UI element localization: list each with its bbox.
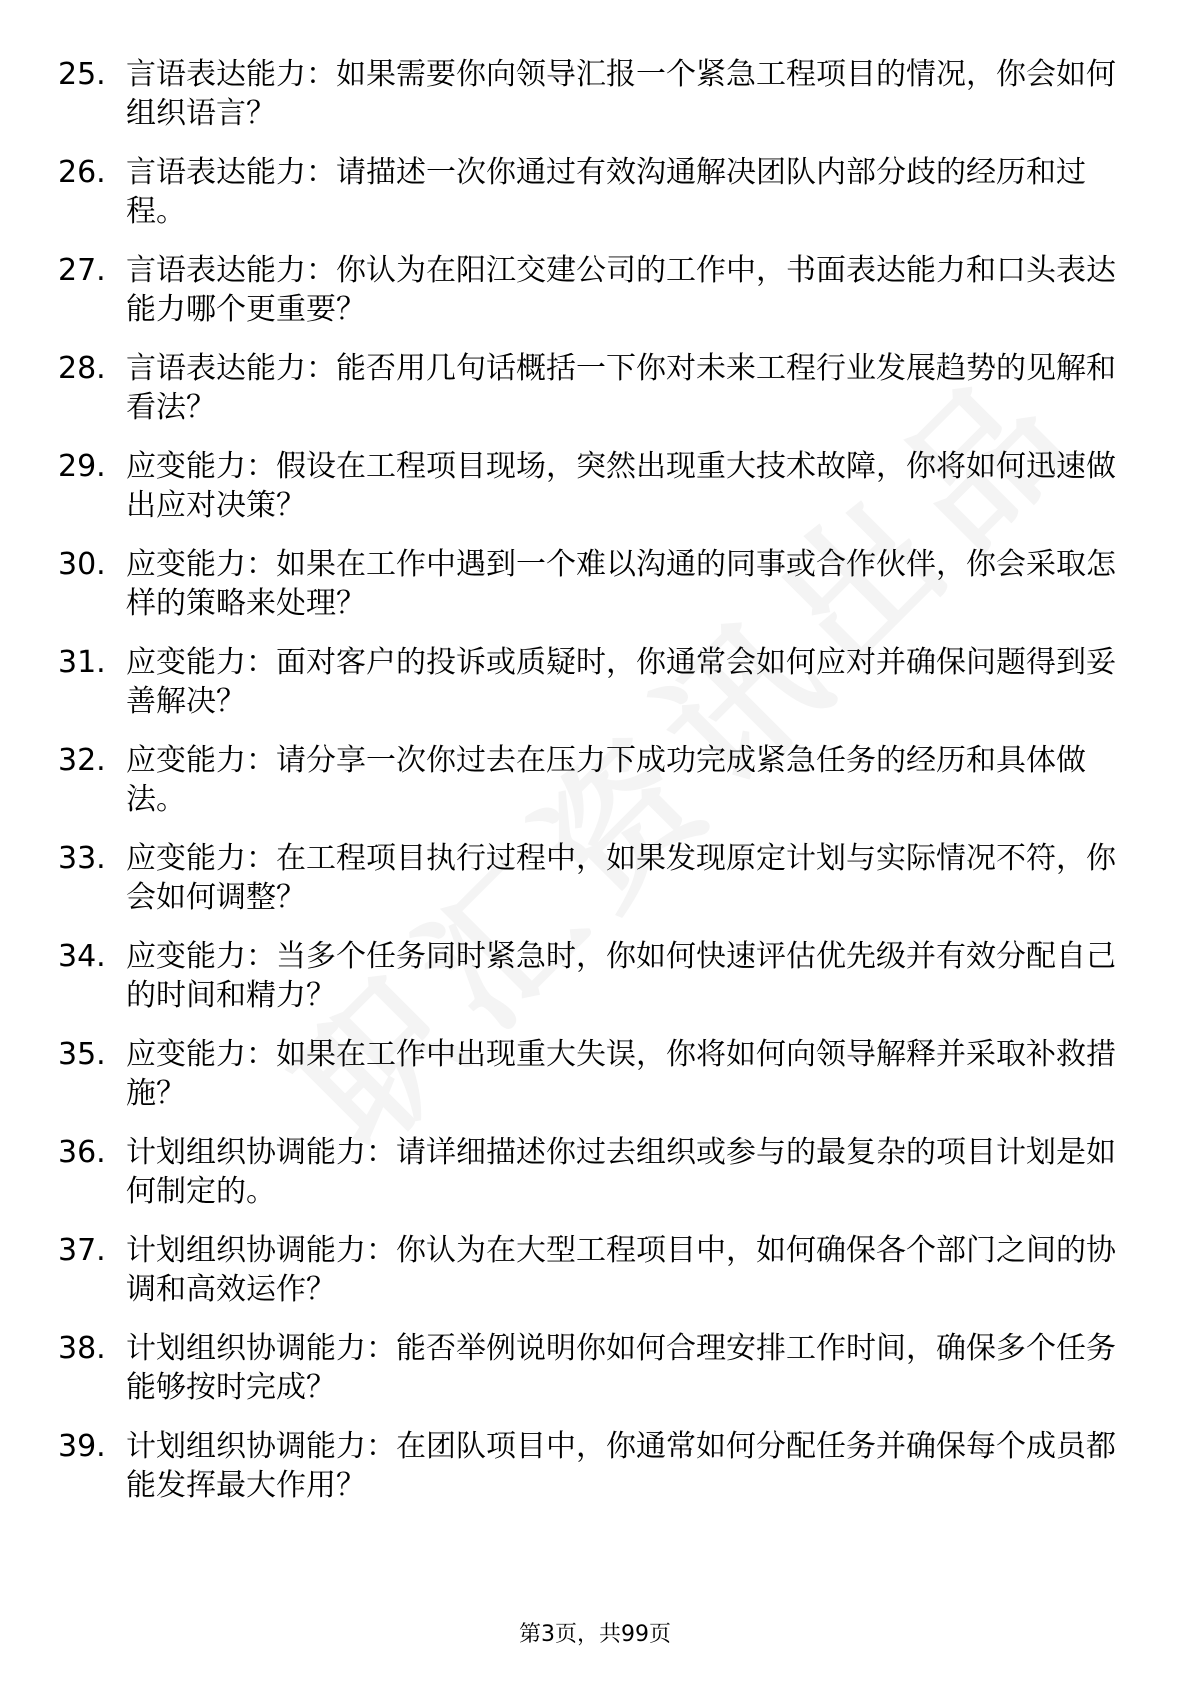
question-text: 应变能力：在工程项目执行过程中，如果发现原定计划与实际情况不符，你会如何调整？ [126,841,1116,915]
question-item [58,1329,1118,1427]
question-text: 应变能力：当多个任务同时紧急时，你如何快速评估优先级并有效分配自己的时间和精力？ [126,939,1116,1013]
question-number: 31. [58,645,106,680]
question-text: 计划组织协调能力：请详细描述你过去组织或参与的最复杂的项目计划是如何制定的。 [126,1135,1116,1209]
question-item [58,1427,1118,1525]
question-text: 计划组织协调能力：在团队项目中，你通常如何分配任务并确保每个成员都能发挥最大作用？ [126,1429,1116,1503]
question-item [58,1231,1118,1329]
question-item [58,251,1118,349]
question-number: 39. [58,1429,106,1464]
question-number: 38. [58,1331,106,1366]
question-text: 言语表达能力：请描述一次你通过有效沟通解决团队内部分歧的经历和过程。 [126,155,1086,229]
question-number: 36. [58,1135,106,1170]
question-item [58,1035,1118,1133]
question-item [58,937,1118,1035]
question-item [58,55,1118,153]
question-text: 应变能力：面对客户的投诉或质疑时，你通常会如何应对并确保问题得到妥善解决？ [126,645,1116,719]
question-text: 计划组织协调能力：能否举例说明你如何合理安排工作时间，确保多个任务能够按时完成？ [126,1331,1116,1405]
page-footer: 第3页，共99页 [519,1622,671,1647]
question-number: 30. [58,547,106,582]
question-number: 28. [58,351,106,386]
question-text: 应变能力：假设在工程项目现场，突然出现重大技术故障，你将如何迅速做出应对决策？ [126,449,1116,523]
question-text: 应变能力：请分享一次你过去在压力下成功完成紧急任务的经历和具体做法。 [126,743,1086,817]
question-item [58,643,1118,741]
question-item [58,349,1118,447]
question-text: 计划组织协调能力：你认为在大型工程项目中，如何确保各个部门之间的协调和高效运作？ [126,1233,1116,1307]
question-number: 26. [58,155,106,190]
question-list [58,55,1118,1525]
question-text: 言语表达能力：如果需要你向领导汇报一个紧急工程项目的情况，你会如何组织语言？ [126,57,1116,131]
question-number: 32. [58,743,106,778]
question-item [58,741,1118,839]
question-number: 25. [58,57,106,92]
question-number: 33. [58,841,106,876]
question-item [58,1133,1118,1231]
question-item [58,839,1118,937]
question-number: 34. [58,939,106,974]
question-text: 应变能力：如果在工作中出现重大失误，你将如何向领导解释并采取补救措施？ [126,1037,1116,1111]
question-text: 应变能力：如果在工作中遇到一个难以沟通的同事或合作伙伴，你会采取怎样的策略来处理？ [126,547,1116,621]
question-number: 27. [58,253,106,288]
question-number: 35. [58,1037,106,1072]
question-number: 37. [58,1233,106,1268]
question-item [58,545,1118,643]
question-text: 言语表达能力：你认为在阳江交建公司的工作中，书面表达能力和口头表达能力哪个更重要？ [126,253,1116,327]
question-item [58,153,1118,251]
question-text: 言语表达能力：能否用几句话概括一下你对未来工程行业发展趋势的见解和看法？ [126,351,1116,425]
question-item [58,447,1118,545]
question-number: 29. [58,449,106,484]
